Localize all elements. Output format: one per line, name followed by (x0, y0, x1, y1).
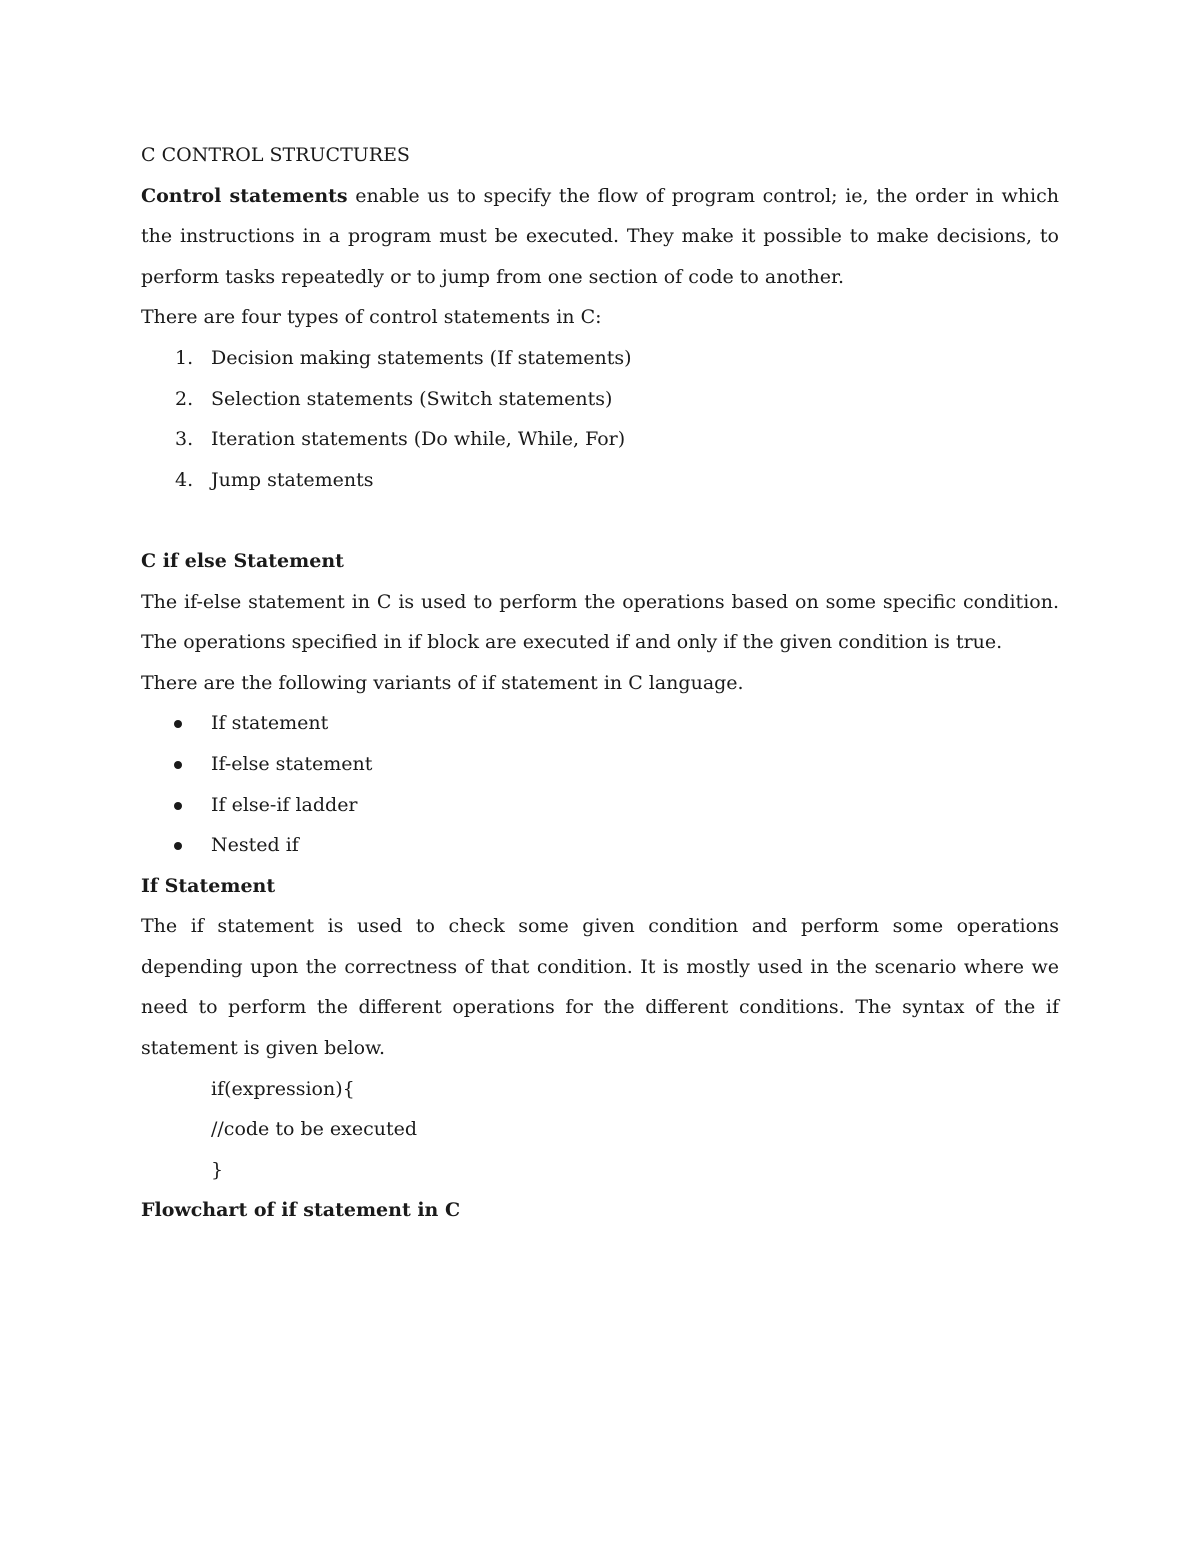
intro-paragraph (141, 176, 1059, 298)
intro-text: enable us to specify the flow of program control; ie, the order in which the instructions in a program must be executed. They make it possible to make decisions, to perform tasks repeatedly or to jump from one section of code to another. (141, 184, 1060, 288)
list-number: 1. (175, 346, 194, 369)
bullet-icon (174, 802, 182, 810)
document-page (141, 135, 1059, 1231)
list-item (141, 379, 1059, 420)
list-item-label: Selection statements (Switch statements) (211, 387, 613, 410)
intro-bold-term: Control statements (141, 184, 348, 207)
bullet-icon (174, 842, 182, 850)
bullet-icon (174, 720, 182, 728)
list-item-label: Iteration statements (Do while, While, For) (211, 428, 626, 451)
list-number: 3. (175, 428, 194, 451)
ifelse-heading: C if else Statement (141, 549, 344, 572)
variants-intro: There are the following variants of if statement in C language. (141, 671, 744, 694)
list-item (141, 419, 1059, 460)
list-item-label: Nested if (211, 834, 299, 857)
code-line: //code to be executed (211, 1118, 418, 1141)
if-variants-list (141, 703, 1059, 865)
list-item-label: Jump statements (211, 468, 374, 491)
types-intro: There are four types of control statements in C: (141, 306, 602, 329)
bullet-icon (174, 761, 182, 769)
ifelse-paragraph: The if-else statement in C is used to perform the operations based on some specific condition. The operations specified in if block are executed if and only if the given condition is true. (141, 590, 1059, 654)
code-line: if(expression){ (211, 1077, 355, 1100)
list-item (141, 785, 1059, 826)
list-item (141, 825, 1059, 866)
list-number: 2. (175, 387, 194, 410)
if-statement-heading: If Statement (141, 874, 276, 897)
list-item-label: If else-if ladder (211, 793, 358, 816)
flowchart-heading: Flowchart of if statement in C (141, 1199, 461, 1222)
list-number: 4. (175, 468, 194, 491)
list-item (141, 460, 1059, 501)
list-item-label: If-else statement (211, 752, 373, 775)
if-statement-paragraph: The if statement is used to check some given condition and perform some operations depending upon the correctness of that condition. It is mostly used in the scenario where we need to perform the different operations for the different conditions. The syntax of the if statement is given below. (141, 915, 1059, 1060)
list-item (141, 744, 1059, 785)
list-item-label: Decision making statements (If statements) (211, 346, 632, 369)
document-title: C CONTROL STRUCTURES (141, 144, 410, 166)
list-item (141, 703, 1059, 744)
blank-line (141, 500, 1059, 541)
list-item-label: If statement (211, 712, 329, 735)
list-item (141, 338, 1059, 379)
control-types-list (141, 338, 1059, 500)
code-block (141, 1069, 1059, 1191)
code-line: } (211, 1158, 224, 1181)
